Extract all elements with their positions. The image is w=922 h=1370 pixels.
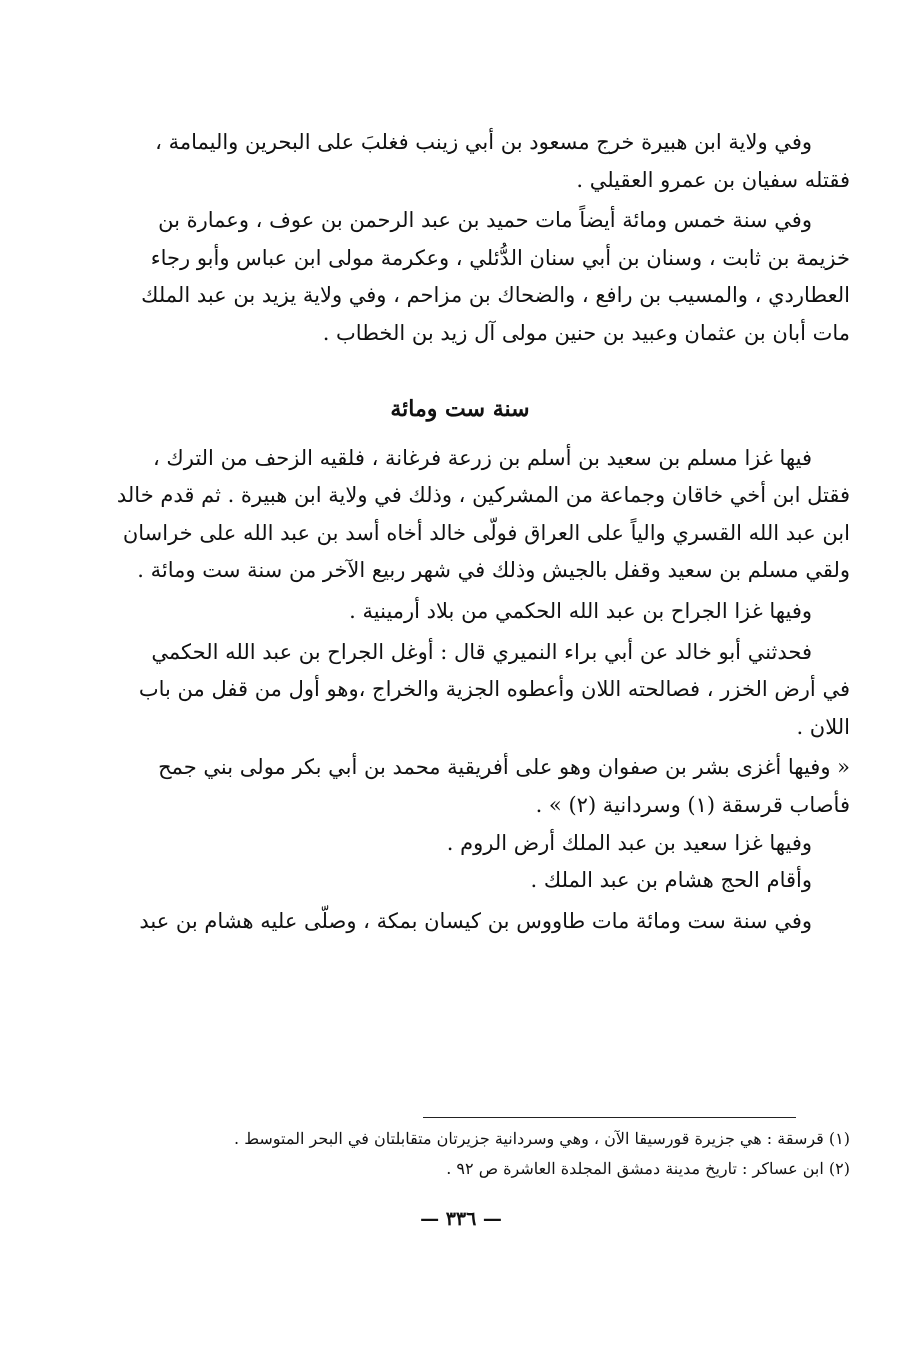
text-line: فأصاب قرسقة (١) وسردانية (٢) » . [535, 792, 850, 817]
text-line: وفي سنة خمس ومائة أيضاً مات حميد بن عبد الرحمن بن عوف ، وعمارة بن [158, 208, 812, 233]
section-heading: سنة ست ومائة [390, 395, 530, 422]
text-line: فقتل ابن أخي خاقان وجماعة من المشركين ، وذلك في ولاية ابن هبيرة . ثم قدم خالد [116, 483, 850, 508]
footnotes [110, 1124, 850, 1184]
text-line: العطاردي ، والمسيب بن رافع ، والضحاك بن مزاحم ، وفي ولاية يزيد بن عبد الملك [141, 283, 850, 308]
text-line: ابن عبد الله القسري والياً على العراق فولّى خالد أخاه أسد بن عبد الله على خراسان [122, 520, 850, 545]
text-line: « وفيها أغزى بشر بن صفوان وهو على أفريقية محمد بن أبي بكر مولى بني جمح [158, 755, 850, 780]
text-line: فيها غزا مسلم بن سعيد بن أسلم بن زرعة فرغانة ، فلقيه الزحف من الترك ، [152, 445, 812, 470]
text-line: ولقي مسلم بن سعيد وقفل بالجيش وذلك في شهر ربيع الآخر من سنة ست ومائة . [137, 558, 850, 583]
page-number: — ٣٣٦ — [420, 1208, 502, 1230]
footnote-2: (٢) ابن عساكر : تاريخ مدينة دمشق المجلدة العاشرة ص ٩٢ . [446, 1159, 850, 1178]
text-line: في أرض الخزر ، فصالحته اللان وأعطوه الجزية والخراج ،وهو أول من قفل من باب [138, 677, 850, 702]
paragraph-masud-revolt [70, 124, 850, 199]
text-line: وفي سنة ست ومائة مات طاووس بن كيسان بمكة ، وصلّى عليه هشام بن عبد [139, 908, 812, 933]
spacer [70, 356, 850, 388]
main-text [70, 124, 850, 943]
text-line: فحدثني أبو خالد عن أبي براء النميري قال : أوغل الجراح بن عبد الله الحكمي [151, 639, 812, 664]
text-line: وأقام الحج هشام بن عبد الملك . [530, 868, 812, 893]
paragraph-africa [70, 749, 850, 899]
text-line: وفيها غزا الجراح بن عبد الله الحكمي من بلاد أرمينية . [349, 598, 812, 623]
paragraph-farghana [70, 440, 850, 590]
footnote-divider [423, 1117, 796, 1118]
paragraph-tawus [70, 903, 850, 941]
text-line: فقتله سفيان بن عمرو العقيلي . [576, 167, 850, 192]
text-line: مات أبان بن عثمان وعبيد بن حنين مولى آل زيد بن الخطاب . [322, 320, 850, 345]
paragraph-khazar [70, 634, 850, 747]
paragraph-deaths-105 [70, 202, 850, 352]
text-line: اللان . [796, 714, 850, 739]
paragraph-armenia [70, 593, 850, 631]
text-line: خزيمة بن ثابت ، وسنان بن أبي سنان الدُّئلي ، وعكرمة مولى ابن عباس وأبو رجاء [150, 245, 850, 270]
text-line: وفي ولاية ابن هبيرة خرج مسعود بن أبي زينب فغلبَ على البحرين واليمامة ، [155, 130, 812, 154]
text-line: وفيها غزا سعيد بن عبد الملك أرض الروم . [446, 830, 812, 855]
footnote-1: (١) قرسقة : هي جزيرة قورسيقا الآن ، وهي وسردانية جزيرتان متقابلتان في البحر المتوسط . [234, 1129, 850, 1148]
